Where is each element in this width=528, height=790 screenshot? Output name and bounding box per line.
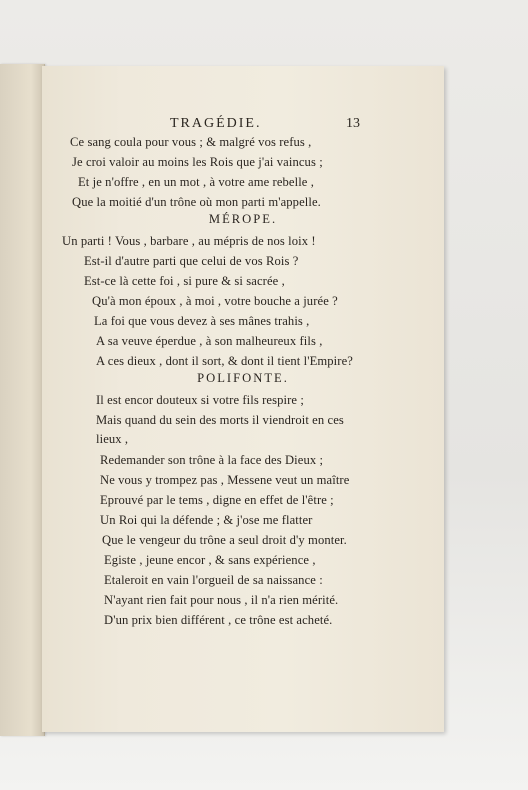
verse-line: A sa veuve éperdue , à son malheureux fils , (96, 334, 323, 348)
verse-line: Ne vous y trompez pas , Messene veut un maître (100, 473, 350, 487)
verse-line: Que le vengeur du trône a seul droit d'y monter. (102, 533, 347, 547)
verse-line: Je croi valoir au moins les Rois que j'ai vaincus ; (72, 155, 323, 169)
verse-line: N'ayant rien fait pour nous , il n'a rien mérité. (104, 593, 339, 607)
verse-line: Etaleroit en vain l'orgueil de sa naissance : (104, 573, 323, 587)
book-page (42, 66, 444, 732)
speaker-name: POLIFONTE. (197, 371, 289, 385)
verse-line: Un parti ! Vous , barbare , au mépris de nos loix ! (62, 234, 316, 248)
verse-line: Redemander son trône à la face des Dieux ; (100, 453, 324, 467)
verse-line: Eprouvé par le tems , digne en effet de l'être ; (100, 493, 334, 507)
speaker-name: MÉROPE. (208, 212, 278, 226)
left-page-edge (0, 64, 45, 736)
verse-line: Il est encor douteux si votre fils respire ; (96, 393, 304, 407)
page-number: 13 (346, 116, 360, 131)
verse-line: D'un prix bien différent , ce trône est acheté. (104, 613, 333, 627)
verse-line: La foi que vous devez à ses mânes trahis , (94, 314, 310, 328)
verse-line: A ces dieux , dont il sort, & dont il tient l'Empire? (96, 354, 353, 368)
verse-line: Est-il d'autre parti que celui de vos Rois ? (84, 254, 299, 268)
verse-line: Un Roi qui la défende ; & j'ose me flatter (100, 513, 313, 527)
verse-line: Que la moitié d'un trône où mon parti m'appelle. (72, 195, 321, 209)
verse-line: Est-ce là cette foi , si pure & si sacrée , (84, 274, 285, 288)
running-head (42, 116, 444, 134)
verse-line: Ce sang coula pour vous ; & malgré vos refus , (70, 135, 312, 149)
running-title: TRAGÉDIE. (170, 116, 262, 131)
verse-line: lieux , (96, 432, 129, 446)
verse-line: Egiste , jeune encor , & sans expérience , (104, 553, 316, 567)
verse-line: Qu'à mon époux , à moi , votre bouche a jurée ? (92, 294, 338, 308)
verse-line: Mais quand du sein des morts il viendroit en ces (96, 413, 344, 427)
verse-line: Et je n'offre , en un mot , à votre ame rebelle , (78, 175, 314, 189)
